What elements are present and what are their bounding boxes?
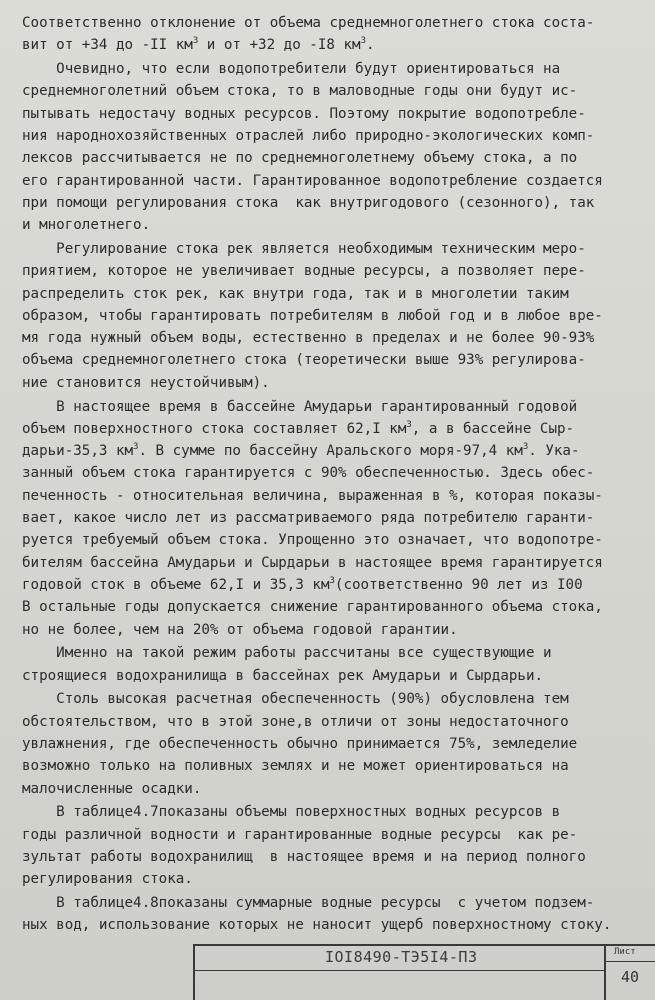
text-line: малочисленные осадки. bbox=[22, 780, 202, 797]
text-line: но не более, чем на 20% от объема годовой гарантии. bbox=[22, 621, 458, 638]
sheet-label: Лист bbox=[614, 947, 636, 957]
text-line: В таблице4.7показаны объемы поверхностных водных ресурсов в bbox=[22, 804, 561, 821]
text-line: распределить сток рек, как внутри года, так и в многолетии таким bbox=[22, 285, 569, 302]
paragraph bbox=[22, 642, 644, 687]
text-line: и многолетнего. bbox=[22, 217, 151, 234]
text-line: образом, чтобы гарантировать потребителям в любой год и в любое вре- bbox=[22, 307, 603, 324]
text-line: пытывать недостачу водных ресурсов. Поэтому покрытие водопотребле- bbox=[22, 105, 586, 122]
text-line: годы различной водности и гарантированные водные ресурсы как ре- bbox=[22, 826, 578, 843]
text-line: бителям бассейна Амударьи и Сырдарьи в настоящее время гарантируется bbox=[22, 554, 603, 571]
text-line: дарьи-35,3 $км^3$. В сумме по бассейну Аральского моря-97,4 $км^3$. Ука- bbox=[22, 442, 580, 460]
title-block-stamp bbox=[193, 944, 655, 1000]
text-line: Очевидно, что если водопотребители будут ориентироваться на bbox=[22, 61, 561, 78]
text-line: В остальные годы допускается снижение гарантированного объема стока, bbox=[22, 599, 603, 616]
text-line: обстоятельством, что в этой зоне,в отличи от зоны недостаточного bbox=[22, 713, 569, 730]
text-line: приятием, которое не увеличивает водные ресурсы, а позволяет пере- bbox=[22, 263, 586, 280]
text-line: мя года нужный объем воды, естественно в пределах и не более 90-93% bbox=[22, 330, 595, 347]
paragraph bbox=[22, 396, 644, 641]
text-line: занный объем стока гарантируется с 90% обеспеченностью. Здесь обес- bbox=[22, 465, 595, 482]
paragraph bbox=[22, 892, 644, 937]
text-line: ния народнохозяйственных отраслей либо природно-экологических комп- bbox=[22, 127, 595, 144]
text-line: вит от +34 до -II $км^3$ и от +32 до -I8 $км^3$. bbox=[22, 36, 375, 54]
paragraph bbox=[22, 58, 644, 236]
text-line: при помощи регулирования стока как внутригодового (сезонного), так bbox=[22, 194, 595, 211]
text-line: его гарантированной части. Гарантированное водопотребление создается bbox=[22, 172, 603, 189]
text-line: вает, какое число лет из рассматриваемого ряда потребителю гаранти- bbox=[22, 510, 595, 527]
text-line: зультат работы водохранилищ в настоящее время и на период полного bbox=[22, 848, 586, 865]
text-line: объема среднемноголетнего стока (теоретически выше 93% регулирова- bbox=[22, 352, 586, 369]
text-line: В настоящее время в бассейне Амударьи гарантированный годовой bbox=[22, 398, 578, 415]
text-line: регулирования стока. bbox=[22, 871, 193, 888]
paragraph bbox=[22, 12, 644, 57]
text-line: среднемноголетний объем стока, то в маловодные годы они будут ис- bbox=[22, 83, 578, 100]
sheet-cell bbox=[604, 946, 655, 1000]
text-line: годовой сток в объеме 62,I и 35,3 $км^3(соответственно$ 90 лет из I00 bbox=[22, 575, 583, 593]
text-line: возможно только на поливных землях и не может ориентироваться на bbox=[22, 758, 569, 775]
text-line: лексов рассчитывается не по среднемноголетнему объему стока, а по bbox=[22, 150, 578, 167]
text-line: руется требуемый объем стока. Упрощенно это означает, что водопотре- bbox=[22, 532, 603, 549]
paragraph bbox=[22, 688, 644, 799]
document-code: IOI8490-ТЭ5I4-ПЗ bbox=[325, 948, 478, 966]
text-line: Регулирование стока рек является необходимым техническим меро- bbox=[22, 240, 586, 257]
paragraph bbox=[22, 801, 644, 890]
text-line: строящиеся водохранилища в бассейнах рек Амударьи и Сырдарьи. bbox=[22, 667, 544, 684]
text-line: ных вод, использование которых не наносит ущерб поверхностному стоку. bbox=[22, 917, 612, 934]
stamp-divider bbox=[195, 970, 606, 971]
text-line: Именно на такой режим работы рассчитаны все существующие и bbox=[22, 645, 552, 662]
text-line: увлажнения, где обеспеченность обычно принимается 75%, земледелие bbox=[22, 736, 578, 752]
text-line: Соответственно отклонение от объема среднемноголетнего стока соста- bbox=[22, 15, 595, 31]
text-line: В таблице4.8показаны суммарные водные ресурсы с учетом подзем- bbox=[22, 895, 595, 912]
text-line: объем поверхностного стока составляет 62,I $км^3$, а в бассейне Сыр- bbox=[22, 419, 575, 437]
paragraph bbox=[22, 238, 644, 394]
sheet-number: 40 bbox=[621, 968, 640, 986]
document-body bbox=[22, 12, 644, 938]
text-line: печенность - относительная величина, выраженная в %, которая показы- bbox=[22, 487, 603, 504]
text-line: ние становится неустойчивым). bbox=[22, 374, 270, 391]
sheet-divider bbox=[606, 961, 655, 962]
text-line: Столь высокая расчетная обеспеченность (90%) обусловлена тем bbox=[22, 691, 569, 708]
